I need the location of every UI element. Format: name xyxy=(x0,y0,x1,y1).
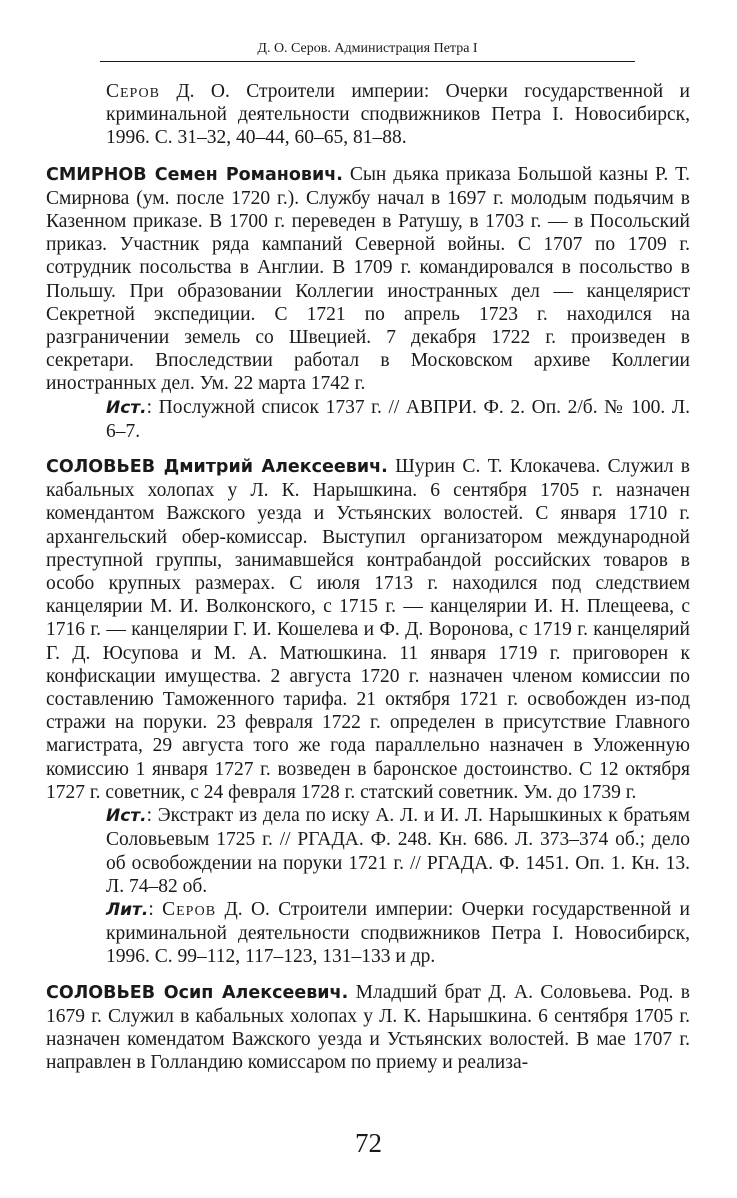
source-label: Ист. xyxy=(106,806,147,827)
entry-name: СОЛОВЬЕВ Осип Алексеевич. xyxy=(46,982,349,1003)
source-text: : Экстракт из дела по иску А. Л. и И. Л. Нарышкиных к братьям Соловьевым 1725 г. // РГАДА. Ф. 248. Кн. 686. Л. 373–374 об.; дело об освобождении на поруки 1721 г. // РГАДА. Ф. 1451. Оп. 1. Кн. 13. Л. 74–82 об. xyxy=(106,805,690,897)
entry-body: Младший брат Д. А. Соловьева. Род. в 1679 г. Служил в кабальных холопах у Л. К. Нарышкина. 6 сентября 1705 г. назначен комендатом Важского уезда и Устьянских волостей. В мае 1707 г. направлен в Голландию комиссаром по приему и реализа- xyxy=(46,981,690,1074)
top-reference xyxy=(46,80,690,150)
page-number: 72 xyxy=(355,1128,382,1158)
reference-author: Серов xyxy=(106,81,160,102)
entry-body: Шурин С. Т. Клокачева. Служил в кабальных холопах у Л. К. Нарышкина. 6 сентября 1705 г. назначен комендантом Важского уезда и Устьянских волостей. С января 1710 г. архангельский обер-комиссар. Выступил организатором международной преступной группы, занимавшейся контрабандой российских товаров в особо крупных размерах. С июля 1713 г. находился под следствием канцелярии М. И. Волконского, с 1715 г. — канцелярии И. Н. Плещеева, с 1716 г. — канцелярии Г. И. Кошелева и Ф. Д. Воронова, с 1719 г. канцелярий Г. Д. Юсупова и М. А. Матюшкина. 11 января 1719 г. приговорен к конфискации имущества. 2 августа 1720 г. назначен членом комиссии по составлению Таможенного тарифа. 21 октября 1721 г. освобожден из-под стражи на поруки. 23 февраля 1722 г. определен в присутствие Главного магистрата, 29 августа того же года параллельно назначен в Уложенную комиссию 1 января 1727 г. возведен в баронское достоинство. С 12 октября 1727 г. советник, с 24 февраля 1728 г. статский советник. Ум. до 1739 г. xyxy=(46,456,690,803)
entry-soloviev-dmitry xyxy=(46,455,690,968)
entry-literature: Лит.: Серов Д. О. Строители империи: Очерки государственной и криминальной деятельности сподвижников Петра I. Новосибирск, 1996. С. 99–112, 117–123, 131–133 и др. xyxy=(106,898,690,968)
entry-paragraph xyxy=(46,455,690,804)
header-rule xyxy=(100,61,635,62)
entry-source xyxy=(46,396,690,443)
page-body xyxy=(46,80,690,1074)
entry-source xyxy=(46,804,690,898)
source-text: : Послужной список 1737 г. // АВПРИ. Ф. 2. Оп. 2/б. № 100. Л. 6–7. xyxy=(106,396,690,442)
reference-text: Д. О. Строители империи: Очерки государственной и криминальной деятельности сподвижников Петра I. Новосибирск, 1996. С. 31–32, 40–44, 60–65, 81–88. xyxy=(106,81,690,149)
entry-paragraph xyxy=(46,163,690,396)
literature-author: Серов xyxy=(162,898,217,920)
entry-body: Сын дьяка приказа Большой казны Р. Т. Смирнова (ум. после 1720 г.). Службу начал в 1697 г. молодым подьячим в Казенном приказе. В 1700 г. переведен в Ратушу, в 1703 г. — в Посольский приказ. Участник ряда кампаний Северной войны. С 1707 по 1709 г. сотрудник посольства в Англии. В 1709 г. командировался в посольство в Польшу. При образовании Коллегии иностранных дел — канцелярист Секретной экспедиции. С 1721 по апрель 1723 г. находился на разграничении земель со Швецией. 7 декабря 1722 г. произведен в секретари. Впоследствии работал в Московском архиве Коллегии иностранных дел. Ум. 22 марта 1742 г. xyxy=(46,163,690,395)
literature-text: Д. О. Строители империи: Очерки государственной и криминальной деятельности сподвижников Петра I. Новосибирск, 1996. С. 99–112, 117–123, 131–133 и др. xyxy=(106,898,690,968)
entry-smirnov xyxy=(46,163,690,443)
entry-name: СМИРНОВ Семен Романович. xyxy=(46,164,343,185)
entry-paragraph xyxy=(46,981,690,1075)
entry-name: СОЛОВЬЕВ Дмитрий Алексеевич. xyxy=(46,457,388,478)
literature-label: Лит. xyxy=(106,899,149,920)
source-label: Ист. xyxy=(106,397,147,418)
entry-soloviev-osip xyxy=(46,981,690,1075)
running-header: Д. О. Серов. Администрация Петра I xyxy=(257,41,478,56)
